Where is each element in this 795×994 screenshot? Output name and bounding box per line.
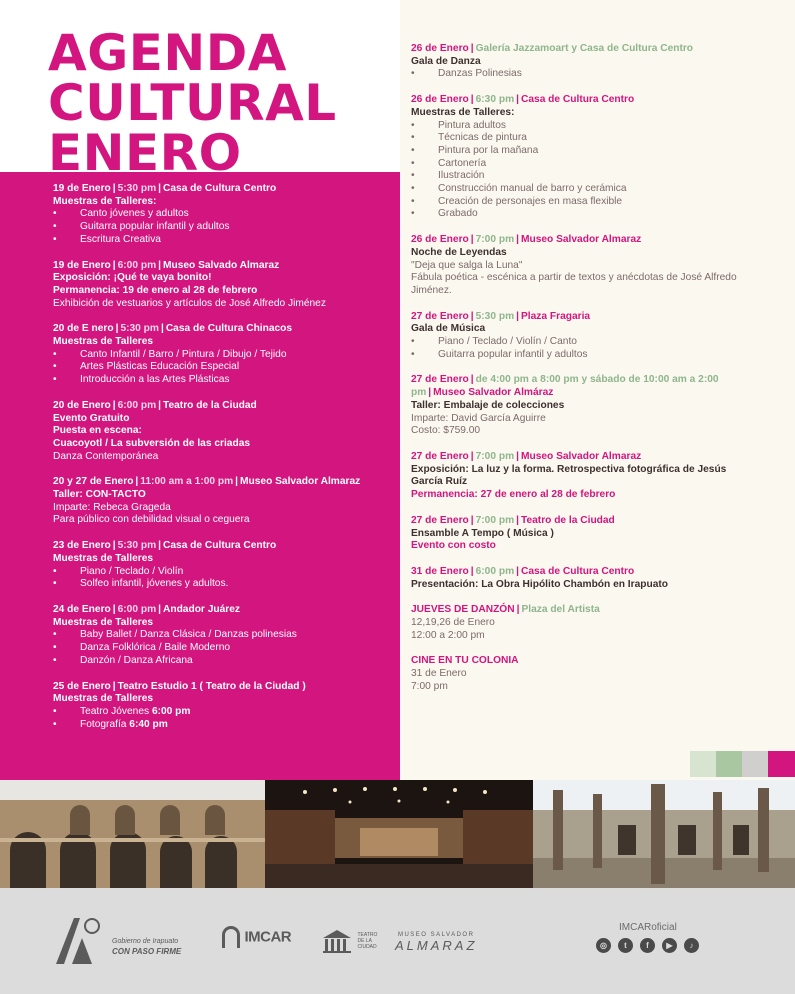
event-date: 20 de Enero (53, 399, 111, 411)
event-item-label: Danzas Polinesias (438, 68, 522, 80)
event-header (411, 94, 756, 107)
event-venue: Plaza del Artista (521, 604, 600, 616)
left-event-list (53, 183, 393, 744)
event-block (53, 604, 393, 668)
event-date: 27 de Enero (411, 450, 469, 462)
event-block (411, 604, 756, 642)
event-time: 5:30 pm (120, 323, 159, 335)
separator: | (516, 604, 520, 616)
event-venue: Casa de Cultura Centro (521, 565, 635, 577)
event-item (53, 208, 393, 221)
event-item-label: Introducción a las Artes Plásticas (80, 374, 230, 386)
event-detail: Muestras de Talleres (53, 693, 154, 705)
photo-strip (0, 780, 795, 888)
event-detail: Gala de Música (411, 323, 486, 335)
event-item (53, 629, 393, 642)
event-time: de 4:00 pm a 8:00 pm y sábado de 10:00 am a 2:00 pm (411, 374, 719, 399)
social-handle: IMCARoficial (619, 922, 677, 933)
museo-line-2: ALMARAZ (395, 938, 478, 953)
event-item (411, 158, 756, 171)
event-time: 7:00 pm (475, 514, 515, 526)
event-item (53, 566, 393, 579)
event-time: 6:00 pm (117, 399, 157, 411)
event-header (411, 515, 756, 528)
event-header (411, 234, 756, 247)
event-detail: Muestras de Talleres (53, 336, 154, 348)
event-item-list (53, 208, 393, 246)
event-item (411, 349, 756, 362)
separator: | (470, 450, 474, 462)
event-detail: Evento Gratuito (53, 412, 130, 424)
event-item (53, 361, 393, 374)
event-detail: Permanencia: 19 de enero al 28 de febrero (53, 284, 258, 296)
separator: | (112, 540, 116, 552)
event-header (53, 681, 393, 694)
event-block (411, 43, 756, 81)
event-date: 27 de Enero (411, 310, 469, 322)
event-date: 20 y 27 de Enero (53, 476, 134, 488)
event-block (53, 476, 393, 527)
event-venue: Teatro de la Ciudad (521, 514, 615, 526)
imcar-logo (222, 926, 291, 948)
separator: | (112, 399, 116, 411)
separator: | (470, 94, 474, 106)
event-item-label: Danza Folklórica / Baile Moderno (80, 642, 231, 654)
event-item-label: Creación de personajes en masa flexible (438, 195, 623, 207)
title-line-1: AGENDA (48, 24, 287, 82)
event-detail: Fábula poética - escénica a partir de textos y anécdotas de José Alfredo Jiménez. (411, 272, 737, 296)
event-time: 7:00 pm (475, 234, 515, 246)
separator: | (470, 374, 474, 386)
event-time: 6:30 pm (475, 94, 515, 106)
event-detail: Para público con debilidad visual o ceguera (53, 514, 250, 526)
event-item-label: Construcción manual de barro y cerámica (438, 183, 627, 195)
event-venue: Teatro Estudio 1 ( Teatro de la Ciudad ) (117, 680, 306, 692)
facebook-icon[interactable]: f (640, 938, 655, 953)
event-item (53, 578, 393, 591)
event-date: 31 de Enero (411, 565, 469, 577)
event-detail: Costo: $759.00 (411, 425, 481, 437)
event-header (411, 566, 756, 579)
event-header (53, 604, 393, 617)
event-header (411, 604, 756, 617)
separator: | (428, 387, 432, 399)
event-venue: Teatro de la Ciudad (163, 399, 257, 411)
event-venue: Museo Salvado Almaraz (163, 259, 280, 271)
event-venue: Casa de Cultura Chinacos (165, 323, 293, 335)
separator: | (158, 259, 161, 271)
separator: | (135, 476, 139, 488)
event-item-list (411, 68, 756, 81)
event-item-label: Canto Infantil / Barro / Pintura / Dibujo / Tejido (80, 348, 287, 360)
event-item (53, 706, 393, 719)
teatro-ciudad-logo (321, 928, 383, 954)
separator: | (516, 234, 519, 246)
separator: | (115, 323, 119, 335)
event-date: JUEVES DE DANZÓN (411, 604, 515, 616)
gobierno-line-1: Gobierno de Irapuato (112, 938, 179, 945)
separator: | (158, 399, 161, 411)
event-item-list (53, 349, 393, 387)
event-item (411, 68, 756, 81)
event-time: 5:30 pm (117, 540, 157, 552)
event-detail: Muestras de Talleres: (53, 195, 157, 207)
event-date: 19 de Enero (53, 183, 111, 194)
event-detail: Imparte: Rebeca Grageda (53, 501, 171, 513)
event-venue: Museo Salvador Almáraz (433, 387, 554, 399)
event-header: CINE EN TU COLONIA (411, 655, 519, 667)
event-time: 6:00 pm (117, 259, 157, 271)
event-block (53, 183, 393, 247)
event-item-list (411, 336, 756, 361)
event-detail: Muestras de Talleres (53, 616, 154, 628)
event-block (411, 234, 756, 298)
event-block (53, 323, 393, 387)
event-item (411, 208, 756, 221)
event-header (411, 311, 756, 324)
event-item-label: Fotografía (80, 718, 127, 730)
swatch-green (716, 751, 742, 777)
event-time: 7:00 pm (475, 450, 515, 462)
event-header (53, 323, 393, 336)
event-detail: Ensamble A Tempo ( Música ) (411, 527, 554, 539)
event-item-label: Guitarra popular infantil y adultos (438, 348, 588, 360)
event-item-time: 6:00 pm (151, 705, 191, 717)
event-item (411, 120, 756, 133)
event-detail: Noche de Leyendas (411, 246, 507, 258)
museo-line-1: MUSEO SALVADOR (397, 932, 475, 938)
separator: | (112, 183, 116, 194)
event-item-label: Piano / Teclado / Violín / Canto (438, 336, 577, 348)
event-detail: 7:00 pm (411, 680, 448, 692)
event-date: 26 de Enero (411, 234, 469, 246)
event-item-label: Solfeo infantil, jóvenes y adultos. (80, 578, 229, 590)
event-item (53, 234, 393, 247)
event-item (411, 132, 756, 145)
event-detail: Danza Contemporánea (53, 450, 159, 462)
separator: | (516, 310, 519, 322)
event-detail: Gala de Danza (411, 55, 481, 67)
event-item-label: Guitarra popular infantil y adultos (80, 221, 230, 233)
event-detail: 12,19,26 de Enero (411, 617, 495, 629)
event-header (53, 183, 393, 196)
event-detail: Muestras de Talleres: (411, 106, 515, 118)
event-block (411, 451, 756, 502)
separator: | (158, 540, 161, 552)
event-item (411, 183, 756, 196)
event-item (53, 642, 393, 655)
event-item (411, 336, 756, 349)
gobierno-irapuato-logo (52, 912, 192, 968)
title-line-2: CULTURAL (48, 74, 337, 132)
event-time: 11:00 am a 1:00 pm (140, 476, 234, 488)
event-venue: Casa de Cultura Centro (163, 183, 277, 194)
event-item-label: Canto jóvenes y adultos (80, 208, 189, 220)
swatch-green-light (690, 751, 716, 777)
event-block (411, 374, 756, 438)
event-item-label: Técnicas de pintura (438, 132, 527, 144)
event-date: 27 de Enero (411, 374, 469, 386)
event-header (411, 374, 756, 399)
separator: | (158, 603, 161, 615)
event-header (53, 400, 393, 413)
photo-theater-interior (265, 780, 533, 888)
imcar-logo-icon (222, 926, 240, 948)
separator: | (516, 514, 519, 526)
event-item (411, 145, 756, 158)
event-venue: Galería Jazzamoart y Casa de Cultura Centro (475, 43, 694, 54)
separator: | (158, 183, 161, 194)
event-block (53, 681, 393, 732)
youtube-icon[interactable]: ▶ (662, 938, 677, 953)
event-item-list (53, 629, 393, 667)
imcar-text: IMCAR (244, 928, 292, 946)
separator: | (470, 43, 474, 54)
event-detail: Exposición: ¡Qué te vaya bonito! (53, 272, 212, 284)
social-icons (596, 938, 699, 953)
event-header (53, 476, 393, 489)
separator: | (112, 259, 116, 271)
tiktok-icon[interactable]: ♪ (684, 938, 699, 953)
event-item-label: Piano / Teclado / Violín (80, 565, 184, 577)
event-venue: Museo Salvador Almaraz (240, 476, 361, 488)
event-time: 6:00 pm (117, 603, 157, 615)
event-date: 26 de Enero (411, 94, 469, 106)
event-item-label: Escritura Creativa (80, 233, 161, 245)
event-block (411, 566, 756, 591)
event-detail: Puesta en escena: (53, 425, 142, 437)
event-item (53, 221, 393, 234)
event-detail: Exposición: La luz y la forma. Retrospectiva fotográfica de Jesús García Ruíz (411, 463, 727, 488)
event-detail: "Deja que salga la Luna" (411, 259, 523, 271)
event-detail: 31 de Enero (411, 668, 467, 680)
event-item-list (53, 566, 393, 591)
event-detail: 12:00 a 2:00 pm (411, 629, 485, 641)
separator: | (235, 476, 239, 488)
event-block (53, 260, 393, 311)
event-date: 27 de Enero (411, 514, 469, 526)
separator: | (112, 603, 116, 615)
event-item-label: Pintura adultos (438, 119, 506, 131)
swatch-rose (768, 751, 795, 777)
event-date: 20 de E nero (53, 323, 114, 335)
separator: | (516, 94, 519, 106)
event-header (53, 260, 393, 273)
event-item (53, 349, 393, 362)
event-item-list (53, 706, 393, 731)
twitter-icon[interactable]: t (618, 938, 633, 953)
swatch-gray (742, 751, 768, 777)
instagram-icon[interactable]: ◎ (596, 938, 611, 953)
event-item-label: Grabado (438, 208, 478, 220)
separator: | (160, 323, 164, 335)
event-item-label: Teatro Jóvenes (80, 705, 150, 717)
event-block (411, 311, 756, 362)
event-date: 26 de Enero (411, 43, 469, 54)
separator: | (516, 450, 519, 462)
event-date: 25 de Enero (53, 680, 111, 692)
event-detail: Cuacoyotl / La subversión de las criadas (53, 437, 251, 449)
photo-courtyard-arches (0, 780, 265, 888)
event-venue: Museo Salvador Almaraz (521, 450, 642, 462)
event-detail: Taller: Embalaje de colecciones (411, 399, 565, 411)
event-header (53, 540, 393, 553)
title-line-3: ENERO (48, 124, 242, 182)
event-time: 5:30 pm (117, 183, 157, 194)
event-item (411, 170, 756, 183)
event-venue: Andador Juárez (163, 603, 240, 615)
event-detail: Evento con costo (411, 540, 496, 552)
event-detail: Taller: CON-TACTO (53, 489, 146, 501)
event-item-label: Artes Plásticas Educación Especial (80, 361, 240, 373)
event-detail: Presentación: La Obra Hipólito Chambón en Irapuato (411, 578, 668, 590)
event-block (53, 540, 393, 591)
event-item-list (411, 120, 756, 222)
event-block (411, 94, 756, 221)
event-date: 19 de Enero (53, 259, 111, 271)
event-block (411, 655, 756, 693)
separator: | (470, 310, 474, 322)
gobierno-line-2: CON PASO FIRME (112, 947, 182, 956)
event-item-label: Baby Ballet / Danza Clásica / Danzas polinesias (80, 629, 297, 641)
event-item (53, 374, 393, 387)
separator: | (470, 514, 474, 526)
event-time: 6:00 pm (475, 565, 515, 577)
teatro-text: TEATRO DE LA CIUDAD (357, 932, 378, 950)
separator: | (470, 234, 474, 246)
event-detail: Permanencia: 27 de enero al 28 de febrero (411, 489, 616, 501)
event-item-label: Ilustración (438, 170, 485, 182)
museo-almaraz-logo (395, 932, 477, 953)
event-item (53, 655, 393, 668)
event-venue: Museo Salvador Almaraz (521, 234, 642, 246)
event-venue: Casa de Cultura Centro (521, 94, 635, 106)
separator: | (470, 565, 474, 577)
event-header (411, 451, 756, 464)
event-detail: Muestras de Talleres (53, 552, 154, 564)
event-item (411, 196, 756, 209)
photo-museum-patio (533, 780, 795, 888)
event-header (411, 43, 756, 56)
event-detail: Exhibición de vestuarios y artículos de José Alfredo Jiménez (53, 297, 326, 309)
right-event-list (411, 43, 756, 707)
separator: | (112, 680, 116, 692)
teatro-logo-icon (321, 928, 353, 954)
event-venue: Casa de Cultura Centro (163, 540, 277, 552)
event-time: 5:30 pm (475, 310, 515, 322)
event-item (53, 719, 393, 732)
event-block (53, 400, 393, 464)
event-item-label: Pintura por la mañana (438, 144, 539, 156)
event-item-time: 6:40 pm (129, 718, 168, 730)
event-block (411, 515, 756, 553)
page-title (48, 24, 388, 182)
event-item-label: Cartonería (438, 157, 487, 169)
separator: | (516, 565, 519, 577)
event-date: 23 de Enero (53, 540, 111, 552)
event-venue: Plaza Fragaria (521, 310, 591, 322)
event-item-label: Danzón / Danza Africana (80, 654, 193, 666)
event-date: 24 de Enero (53, 603, 111, 615)
event-detail: Imparte: David García Aguirre (411, 412, 546, 424)
gobierno-logo-icon (52, 912, 106, 968)
